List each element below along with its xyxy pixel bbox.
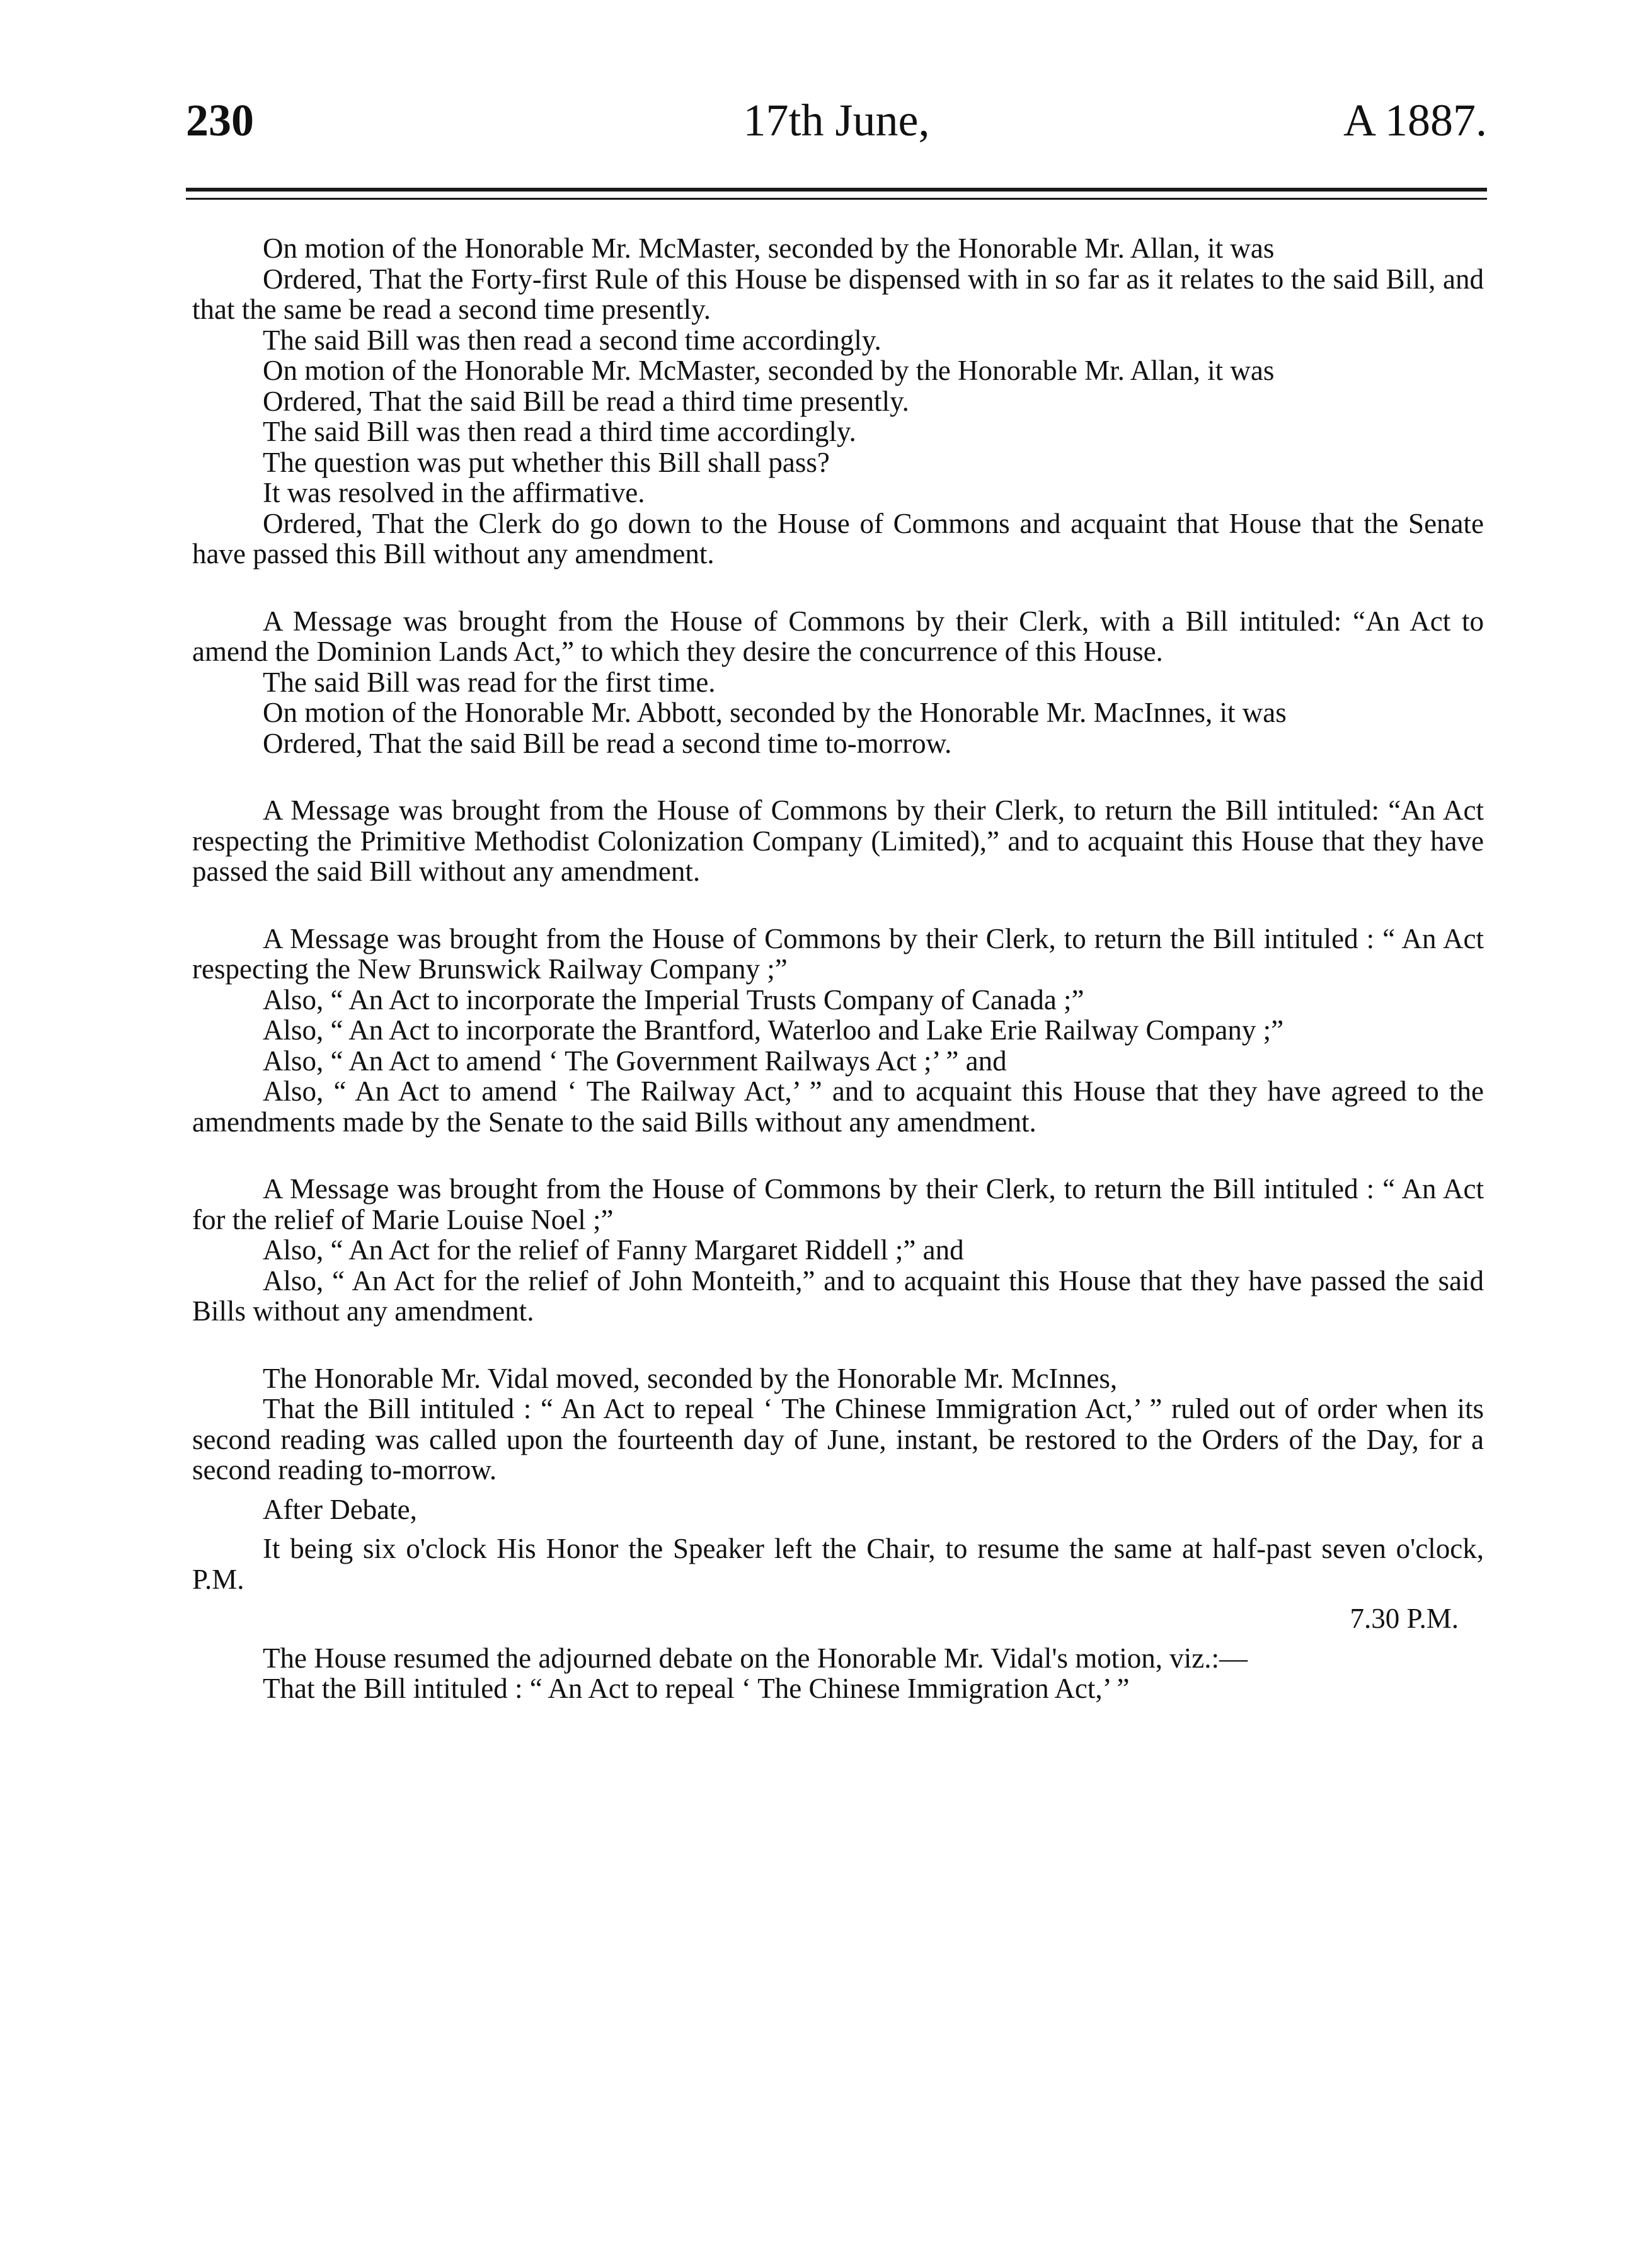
paragraph: After Debate,	[263, 1493, 417, 1525]
paragraph: A Message was brought from the House of Commons by their Clerk, with a Bill intituled: “An Act to amend the Dominion Lands Act,” to which they desire the concurrence of this House.	[192, 605, 1484, 667]
paragraph: A Message was brought from the House of Commons by their Clerk, to return the Bill intituled : “ An Act respecting the New Brunswick Railway Company ;”	[192, 922, 1484, 985]
paragraph: Also, “ An Act to incorporate the Brantford, Waterloo and Lake Erie Railway Company ;”	[263, 1014, 1284, 1046]
paragraph: Ordered, That the Forty-first Rule of this House be dispensed with in so far as it relates to the said Bill, and that the same be read a second time presently.	[192, 263, 1484, 325]
paragraph: It was resolved in the affirmative.	[263, 477, 645, 508]
paragraph: The Honorable Mr. Vidal moved, seconded by the Honorable Mr. McInnes,	[263, 1362, 1118, 1394]
document-body	[192, 233, 1484, 1704]
time-marker: 7.30 P.M.	[1350, 1603, 1459, 1634]
paragraph: The House resumed the adjourned debate on the Honorable Mr. Vidal's motion, viz.:—	[263, 1642, 1248, 1674]
paragraph: Ordered, That the said Bill be read a third time presently.	[263, 385, 909, 417]
paragraph-gap	[192, 1486, 1484, 1494]
paragraph: The said Bill was then read a third time accordingly.	[263, 416, 856, 447]
paragraph: A Message was brought from the House of Commons by their Clerk, to return the Bill intituled: “An Act respecting the Primitive Methodist Colonization Company (Limited),” and to acquaint this House that they have passed the said Bill without any amendment.	[192, 794, 1484, 887]
paragraph-gap	[192, 887, 1484, 924]
paragraph: Ordered, That the Clerk do go down to the House of Commons and acquaint that House that the Senate have passed this Bill without any amendment.	[192, 507, 1484, 570]
paragraph: On motion of the Honorable Mr. McMaster, seconded by the Honorable Mr. Allan, it was	[263, 355, 1275, 386]
paragraph: On motion of the Honorable Mr. McMaster, seconded by the Honorable Mr. Allan, it was	[263, 232, 1275, 264]
paragraph: Also, “ An Act for the relief of Fanny Margaret Riddell ;” and	[263, 1234, 964, 1266]
paragraph: That the Bill intituled : “ An Act to repeal ‘ The Chinese Immigration Act,’ ”	[263, 1673, 1130, 1704]
header-year: A 1887.	[1343, 95, 1487, 146]
header-rule-thick	[186, 188, 1487, 192]
paragraph: The said Bill was then read a second time accordingly.	[263, 324, 881, 356]
paragraph-gap	[192, 1137, 1484, 1174]
paragraph: That the Bill intituled : “ An Act to repeal ‘ The Chinese Immigration Act,’ ” ruled out of order when its second reading was called upon the fourteenth day of June, instant, be restored to the Orders of the Day, for a second reading to-morrow.	[192, 1393, 1484, 1486]
paragraph: Also, “ An Act to amend ‘ The Railway Act,’ ” and to acquaint this House that they have agreed to the amendments made by the Senate to the said Bills without any amendment.	[192, 1075, 1484, 1138]
paragraph: The question was put whether this Bill shall pass?	[263, 446, 830, 478]
paragraph: On motion of the Honorable Mr. Abbott, seconded by the Honorable Mr. MacInnes, it was	[263, 697, 1287, 728]
header-date: 17th June,	[743, 95, 930, 146]
page-header	[186, 94, 1487, 164]
paragraph-gap	[192, 1595, 1484, 1603]
header-rule-thin	[186, 198, 1487, 200]
paragraph-gap	[192, 1525, 1484, 1533]
paragraph: It being six o'clock His Honor the Speaker left the Chair, to resume the same at half-past seven o'clock, P.M.	[192, 1533, 1484, 1595]
paragraph: Also, “ An Act to incorporate the Imperial Trusts Company of Canada ;”	[263, 983, 1084, 1016]
paragraph: Also, “ An Act to amend ‘ The Government Railways Act ;’ ” and	[263, 1045, 1007, 1077]
paragraph-gap	[192, 1327, 1484, 1363]
paragraph: Ordered, That the said Bill be read a second time to-morrow.	[263, 727, 952, 759]
paragraph-gap	[192, 570, 1484, 606]
paragraph-gap	[192, 759, 1484, 795]
page-number: 230	[186, 95, 254, 146]
paragraph: A Message was brought from the House of Commons by their Clerk, to return the Bill intituled : “ An Act for the relief of Marie Louise Noel ;”	[192, 1173, 1484, 1235]
paragraph: The said Bill was read for the first time.	[263, 666, 716, 698]
paragraph-gap	[192, 1634, 1484, 1643]
paragraph: Also, “ An Act for the relief of John Monteith,” and to acquaint this House that they have passed the said Bills without any amendment.	[192, 1264, 1484, 1327]
